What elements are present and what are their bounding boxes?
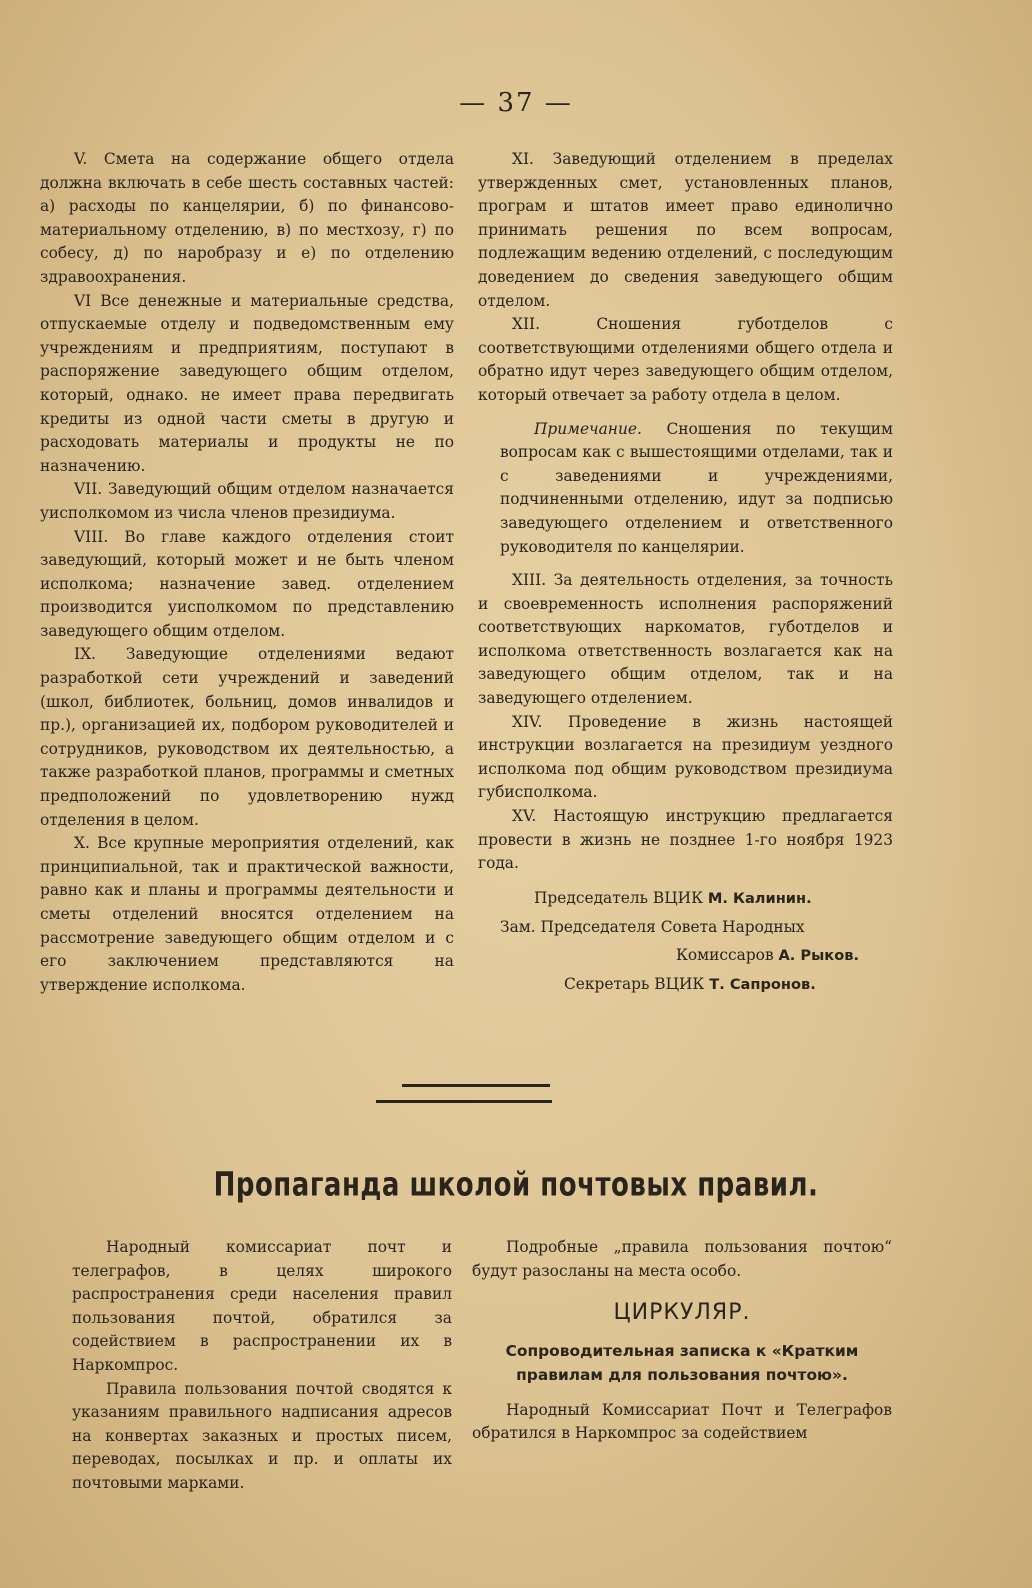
signature-chairman [478,884,893,913]
circular-subtitle: Сопроводительная записка к «Кратким правилам для пользования почтою». [505,1341,859,1384]
propaganda-paragraph-3: Подробные „правила пользования почтою“ будут разосланы на места особо. [472,1238,892,1280]
secretary-name: Т. Сапронов. [709,975,816,993]
paragraph-xv: XV. Настоящую инструкцию предлагается провести в жизнь не позднее 1-го ноября 1923 года. [478,807,893,873]
signatures-block [478,884,893,999]
bottom-left-column [72,1236,452,1496]
section-title: Пропаганда школой почтовых правил. [213,1166,819,1205]
chairman-name: М. Калинин. [707,889,812,907]
chairman-title: Председатель ВЦИК [534,888,708,907]
page-number: — 37 — [459,88,573,118]
right-column [478,148,893,999]
note-paragraph [478,418,893,560]
circular-title: ЦИРКУЛЯР. [613,1300,751,1326]
paragraph-ix: IX. Заведующие отделениями ведают разработкой сети учреждений и заведений (школ, библиотек, больниц, домов инвалидов и пр.), организацией их, подбором руководителей и сотрудников, руководством их деятельностью, а также разработкой планов, программы и сметных предположений по удовлетворению нужд отделения в целом. [40,645,454,829]
note-label: Примечание. [534,419,642,438]
deputy-title: Комиссаров [676,945,779,964]
paragraph-v: V. Смета на содержание общего отдела должна включать в себе шесть составных частей: а) расходы по канцелярии, б) по финансово-материальному отделению, в) по местхозу, г) по собесу, д) по наробразу и е) по отделению здравоохранения. [40,150,454,286]
paragraph-x: X. Все крупные мероприятия отделений, как принципиальной, так и практической важности, равно как и планы и программы деятельности и сметы отделений вносятся отделением на рассмотрение заведующего общим отделом и с его заключением представляются на утверждение исполкома. [40,834,454,994]
bottom-right-column [472,1236,892,1446]
signature-deputy-title: Зам. Председателя Совета Народных [500,917,805,936]
propaganda-paragraph-1: Народный комиссариат почт и телеграфов, в целях широкого распространения среди населения правил пользования почтой, обратился за содействием в распространении их в Наркомпрос. [72,1238,452,1374]
deputy-name: А. Рыков. [778,946,860,964]
note-text: Сношения по текущим вопросам как с вышестоящими отделами, так и с заведениями и учреждениями, подчиненными отделению, идут за подписью заведующего отделением и ответственного руководителя по канцелярии. [500,419,893,556]
divider-rule-top [402,1084,550,1087]
signature-deputy [478,941,893,970]
divider-rule-bottom [376,1100,552,1103]
paragraph-viii: VIII. Во главе каждого отделения стоит заведующий, который может и не быть членом исполкома; назначение завед. отделением производится уисполкомом по представлению заведующего общим отделом. [40,527,454,640]
paragraph-vii: VII. Заведующий общим отделом назначается уисполкомом из числа членов президиума. [40,480,454,522]
left-column [40,148,454,997]
secretary-title: Секретарь ВЦИК [564,974,710,993]
paragraph-xii: XII. Сношения губотделов с соответствующими отделениями общего отдела и обратно идут через заведующего общим отделом, который отвечает за работу отдела в целом. [478,315,893,404]
propaganda-paragraph-2: Правила пользования почтой сводятся к указаниям правильного надписания адресов на конвертах заказных и простых писем, переводах, посылках и пр. и оплаты их почтовыми марками. [72,1379,452,1492]
paragraph-vi: VI Все денежные и материальные средства, отпускаемые отделу и подведомственным ему учреждениям и предприятиям, поступают в распоряжение заведующего общим отделом, который, однако. не имеет права передвигать кредиты из одной части сметы в другую и расходовать материалы и продукты не по назначению. [40,291,454,475]
circular-paragraph: Народный Комиссариат Почт и Телеграфов обратился в Наркомпрос за содействием [472,1400,892,1443]
paragraph-xi: XI. Заведующий отделением в пределах утвержденных смет, установленных планов, програм и штатов имеет право единолично принимать решения по всем вопросам, подлежащим ведению отделений, с последующим доведением до сведения заведующего общим отделом. [478,150,893,310]
paragraph-xiv: XIV. Проведение в жизнь настоящей инструкции возлагается на президиум уездного исполкома под общим руководством президиума губисполкома. [478,712,893,802]
paragraph-xiii: XIII. За деятельность отделения, за точность и своевременность исполнения распоряжений соответствующих наркоматов, губотделов и исполкома ответственность возлагается как на заведующего общим отделом, так и на заведующего отделением. [478,571,893,708]
signature-secretary [478,970,893,999]
